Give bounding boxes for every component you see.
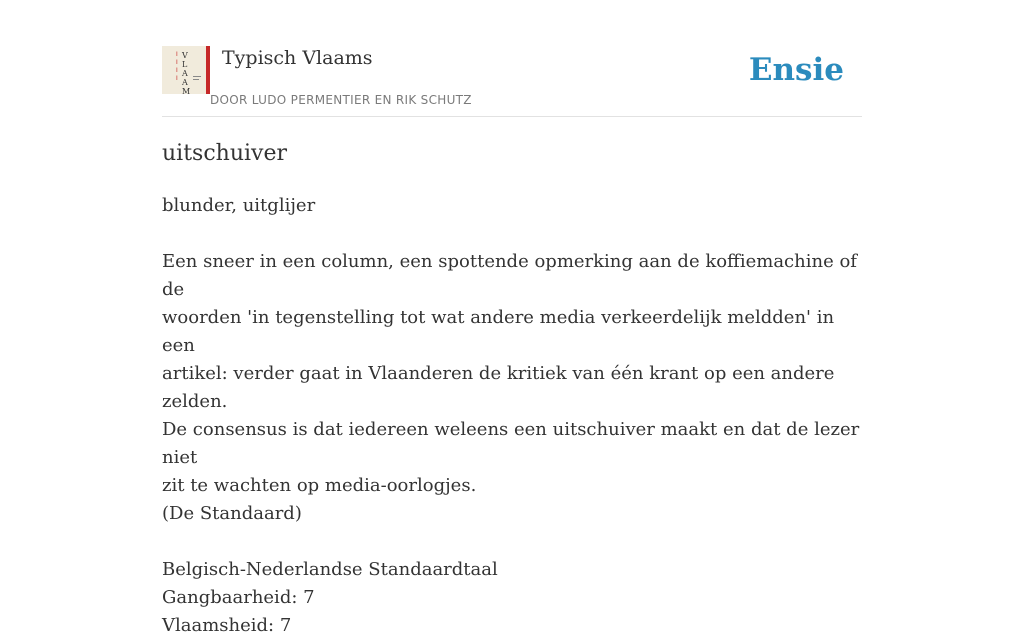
example-source: (De Standaard) <box>162 503 302 524</box>
svg-text:I: I <box>176 51 178 58</box>
svg-text:V: V <box>182 51 188 60</box>
example-line: woorden 'in tegenstelling tot wat andere media verkeerdelijk meldden' in een <box>162 307 835 356</box>
svg-text:A: A <box>182 69 188 78</box>
header <box>162 46 862 117</box>
language-label: Belgisch-Nederlandse Standaardtaal <box>162 559 498 580</box>
svg-text:I: I <box>176 67 178 74</box>
spacer <box>162 528 862 556</box>
example-line: De consensus is dat iedereen weleens een uitschuiver maakt en dat de lezer niet <box>162 419 860 468</box>
svg-text:I: I <box>176 75 178 82</box>
svg-text:I: I <box>176 59 178 66</box>
svg-text:M: M <box>182 87 191 96</box>
vlaamsheid-score: Vlaamsheid: 7 <box>162 615 292 636</box>
spacer <box>162 220 862 248</box>
example-line: Een sneer in een column, een spottende opmerking aan de koffiemachine of de <box>162 251 857 300</box>
brand-logo-link[interactable]: Ensie <box>748 52 844 88</box>
book-cover-avatar[interactable] <box>162 46 210 94</box>
example-line: zit te wachten op media-oorlogjes. <box>162 475 477 496</box>
entry-definition: blunder, uitglijer <box>162 195 316 216</box>
entry-content <box>162 192 862 640</box>
svg-text:A: A <box>182 78 188 87</box>
author-byline: DOOR LUDO PERMENTIER EN RIK SCHUTZ <box>210 93 472 107</box>
book-title[interactable]: Typisch Vlaams <box>222 47 373 69</box>
svg-text:L: L <box>182 60 188 69</box>
example-line: artikel: verder gaat in Vlaanderen de kritiek van één krant op een andere zelden. <box>162 363 835 412</box>
entry-word: uitschuiver <box>162 141 287 166</box>
gangbaarheid-score: Gangbaarheid: 7 <box>162 587 315 608</box>
book-cover-image <box>162 46 210 94</box>
